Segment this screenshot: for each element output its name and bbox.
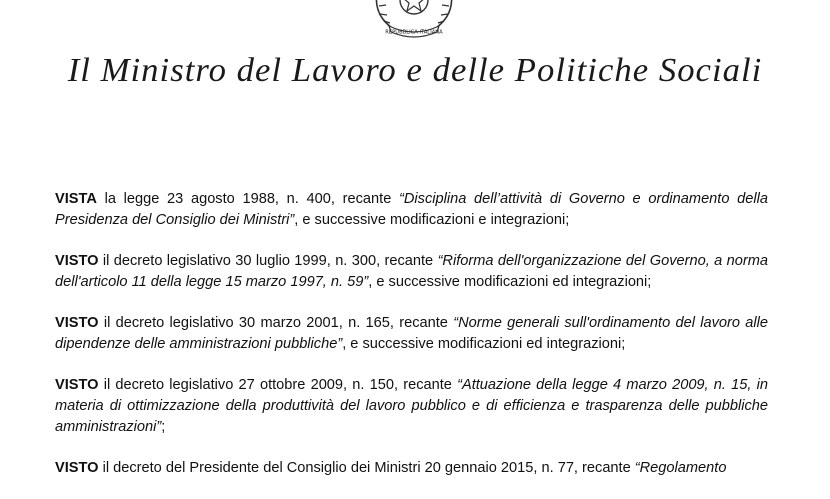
paragraph-text: il decreto legislativo 30 marzo 2001, n. 165, recante [98, 315, 454, 331]
paragraph-visto-dlgs-150 [55, 375, 768, 438]
paragraph-visto-dlgs-300 [55, 251, 768, 293]
italian-emblem [365, 0, 463, 40]
paragraph-lead: VISTO [55, 253, 99, 269]
paragraph-text: il decreto legislativo 30 luglio 1999, n. 300, recante [98, 253, 438, 269]
paragraph-text: il decreto legislativo 27 ottobre 2009, n. 150, recante [98, 377, 458, 393]
paragraph-visto-dlgs-165 [55, 313, 768, 355]
paragraph-lead: VISTO [55, 315, 99, 331]
paragraph-lead: VISTO [55, 377, 99, 393]
paragraph-lead: VISTO [55, 460, 99, 476]
decree-body [55, 189, 768, 499]
paragraph-quote: “Disciplina dell’attività di Governo e ordinamento della Presidenza del Consiglio dei Ministri” [55, 191, 768, 228]
paragraph-text: , e successive modificazioni ed integrazioni; [342, 336, 626, 352]
paragraph-quote: “Norme generali sull'ordinamento del lavoro alle dipendenze delle amministrazioni pubbliche” [55, 315, 768, 352]
paragraph-quote: “Regolamento [634, 460, 727, 476]
paragraph-text: , e successive modificazioni e integrazioni; [294, 212, 570, 228]
paragraph-text: ; [161, 419, 166, 435]
ministry-title: Il Ministro del Lavoro e delle Politiche Sociali [67, 52, 763, 89]
paragraph-vista-legge-400 [55, 189, 768, 231]
paragraph-quote: “Riforma dell'organizzazione del Governo, a norma dell'articolo 11 della legge 15 marzo 1997, n. 59” [55, 253, 769, 290]
paragraph-text: la legge 23 agosto 1988, n. 400, recante [96, 191, 399, 207]
paragraph-lead: VISTA [55, 191, 97, 207]
paragraph-visto-dpcm-77 [55, 458, 768, 479]
paragraph-text: il decreto del Presidente del Consiglio dei Ministri 20 gennaio 2015, n. 77, recante [98, 460, 635, 476]
paragraph-quote: “Attuazione della legge 4 marzo 2009, n. 15, in materia di ottimizzazione della produttività del lavoro pubblico e di efficienza e trasparenza delle pubbliche amministrazioni” [55, 377, 768, 435]
emblem-ribbon-text: REPUBBLICA ITALIANA [385, 29, 443, 36]
paragraph-text: , e successive modificazioni ed integrazioni; [368, 274, 652, 290]
